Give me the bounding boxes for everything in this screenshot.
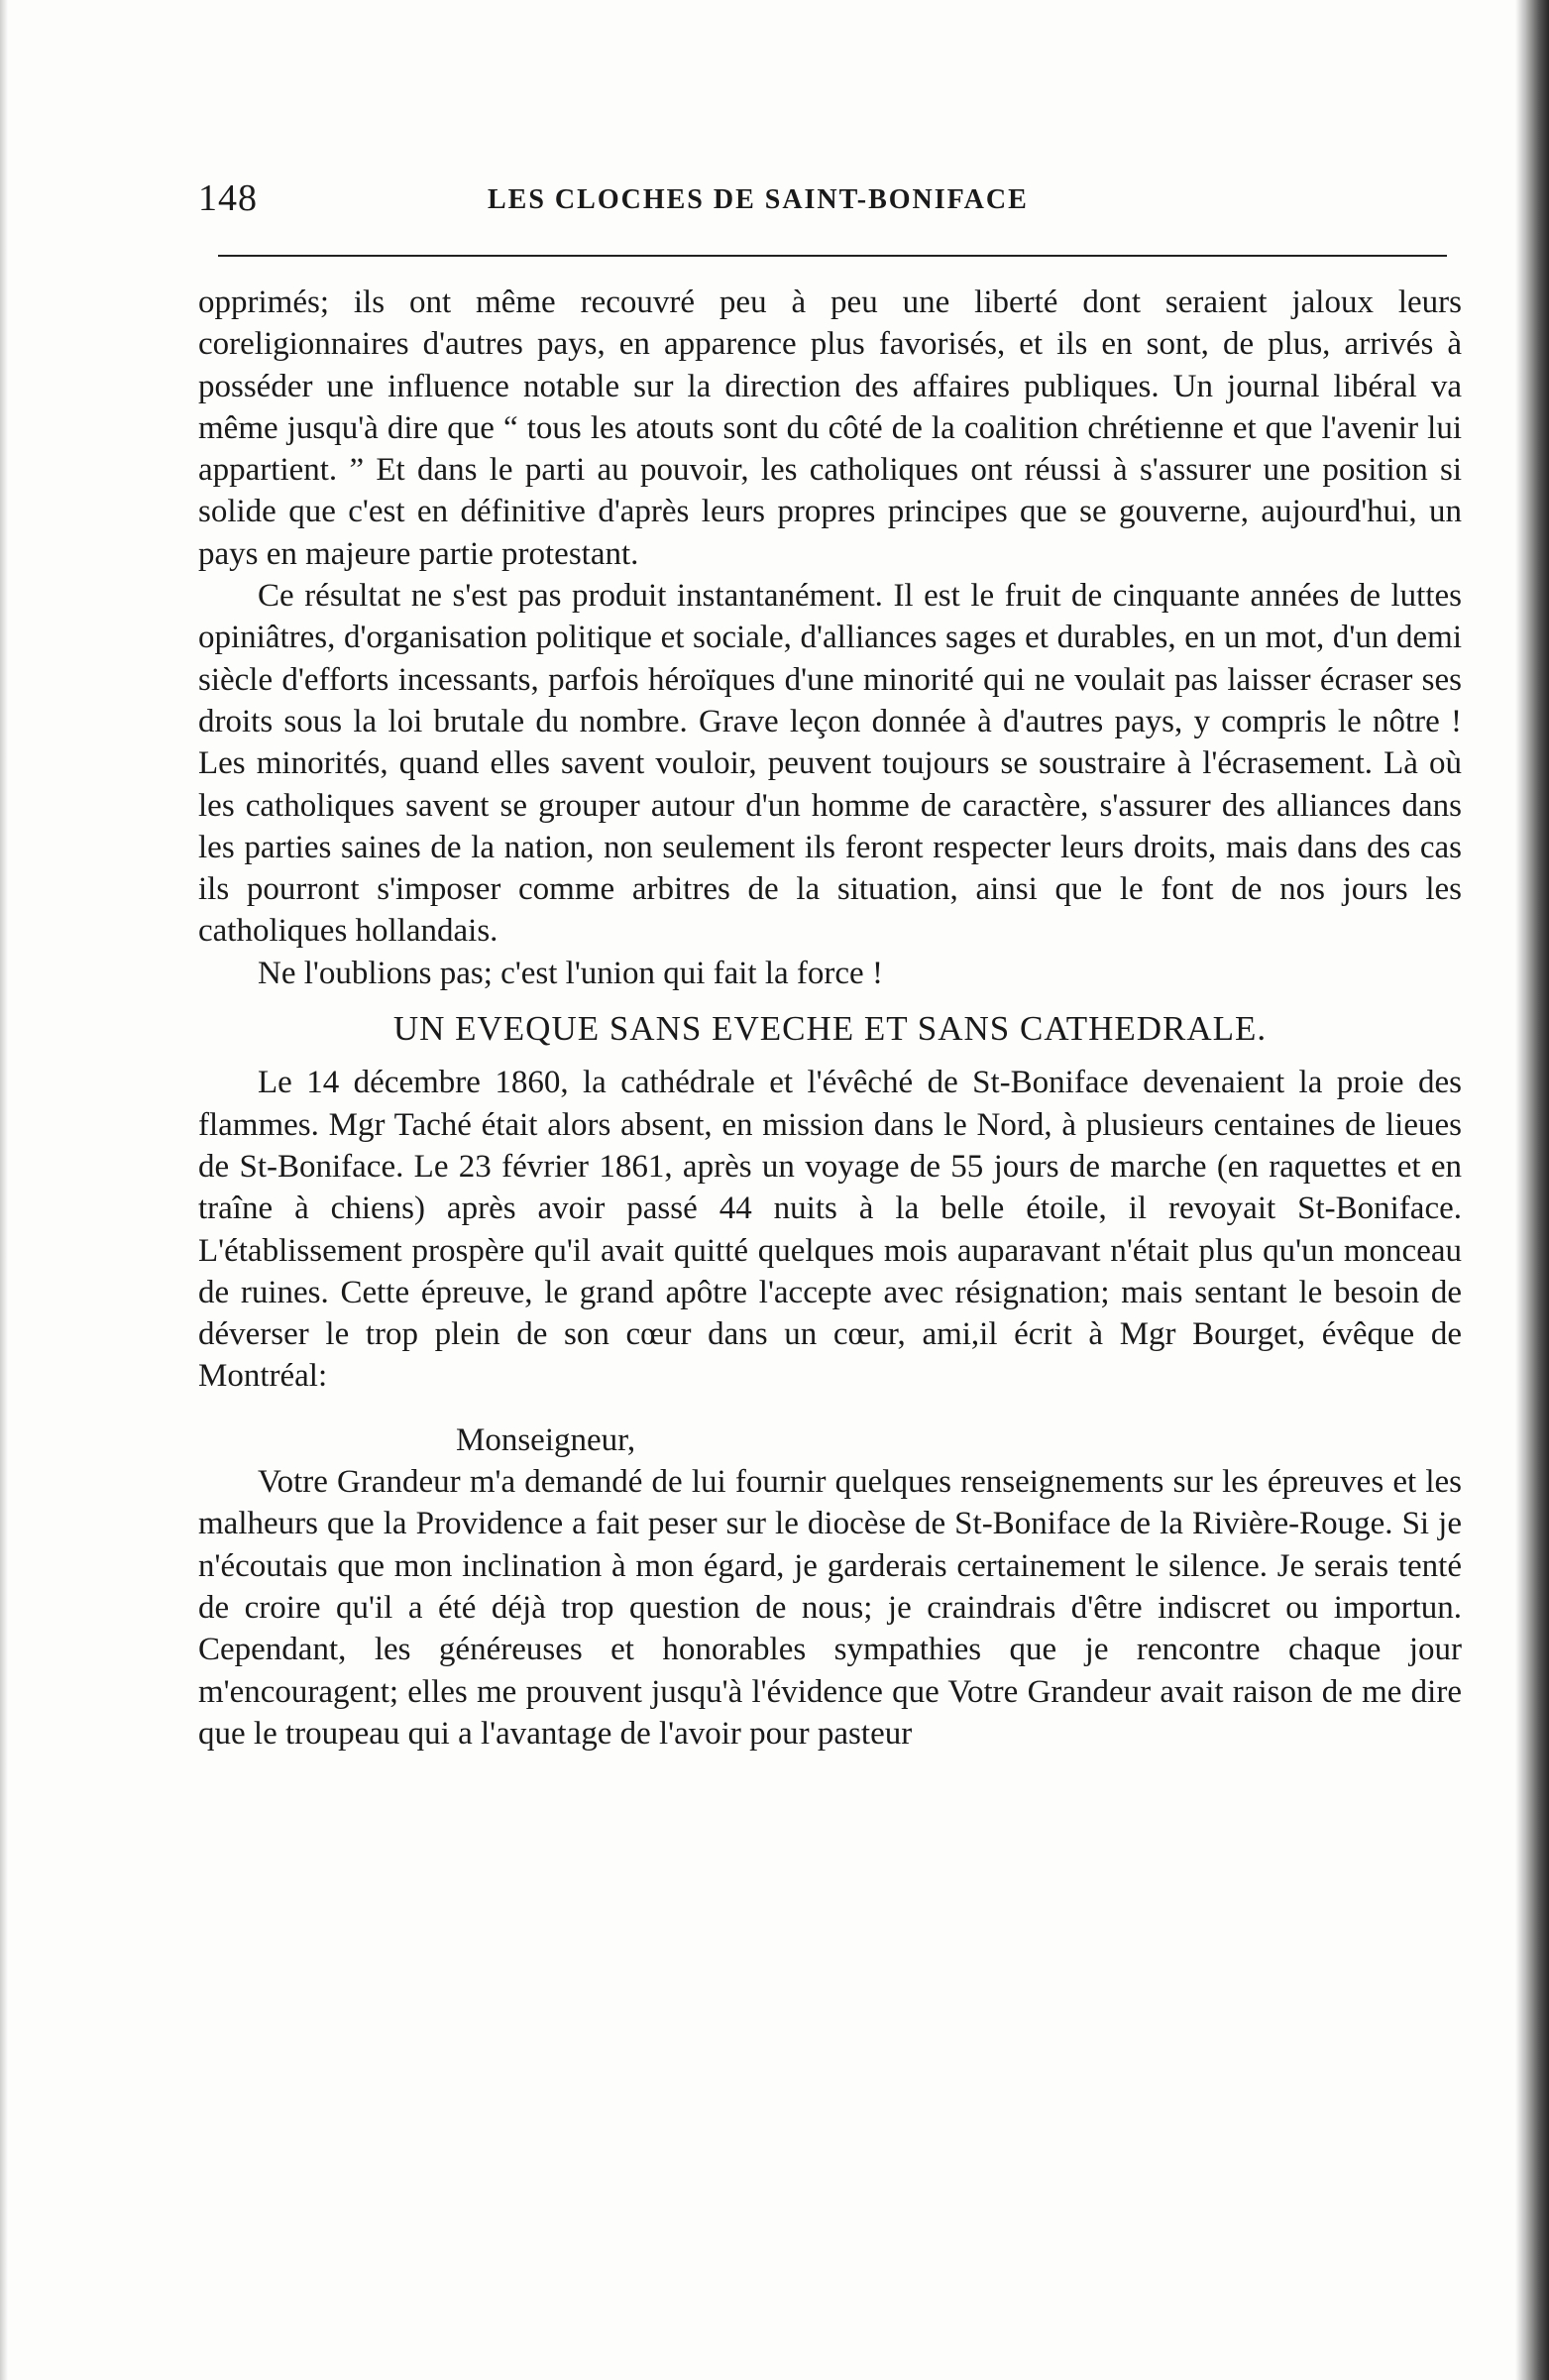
paragraph: opprimés; ils ont même recouvré peu à peu une liberté dont seraient jaloux leurs coreligionnaires d'autres pays, en apparence plus favorisés, et ils en sont, de plus, arrivés à posséder une influence notable sur la direction des affaires publiques. Un journal libéral va même jusqu'à dire que “ tous les atouts sont du côté de la coalition chrétienne et que l'avenir lui appartient. ” Et dans le parti au pouvoir, les catholiques ont réussi à s'assurer une position si solide que c'est en définitive d'après leurs propres principes que se gouverne, aujourd'hui, un pays en majeure partie protestant. xyxy=(198,284,1462,572)
paragraph: Ne l'oublions pas; c'est l'union qui fait la force ! xyxy=(258,955,883,991)
paragraph: Votre Grandeur m'a demandé de lui fournir quelques renseignements sur les épreuves et les malheurs que la Providence a fait peser sur le diocèse de St-Boniface de la Rivière-Rouge. Si je n'écoutais que mon inclination à mon égard, je garderais certainement le silence. Je serais tenté de croire qu'il a été déjà trop question de nous; je craindrais d'être indiscret ou importun. Cependant, les généreuses et honorables sympathies que je rencontre chaque jour m'encouragent; elles me prouvent jusqu'à l'évidence que Votre Grandeur avait raison de me dire que le troupeau qui a l'avantage de l'avoir pour pasteur xyxy=(198,1464,1462,1752)
page-number: 148 xyxy=(198,177,258,219)
section-title: UN EVEQUE SANS EVECHE ET SANS CATHEDRALE. xyxy=(392,1009,1268,1049)
scan-shadow-left xyxy=(0,0,8,2380)
paragraph: Ce résultat ne s'est pas produit instantanément. Il est le fruit de cinquante années de luttes opiniâtres, d'organisation politique et sociale, d'alliances sages et durables, en un mot, d'un demi siècle d'efforts incessants, parfois héroïques d'une minorité qui ne voulait pas laisser écraser ses droits sous la loi brutale du nombre. Grave leçon donnée à d'autres pays, y compris le nôtre ! Les minorités, quand elles savent vouloir, peuvent toujours se soustraire à l'écrasement. Là où les catholiques savent se grouper autour d'un homme de caractère, s'assurer des alliances dans les parties saines de la nation, non seulement ils feront respecter leurs droits, mais dans des cas ils pourront s'imposer comme arbitres de la situation, ainsi que le font de nos jours les catholiques hollandais. xyxy=(198,578,1462,950)
letter-salutation: Monseigneur, xyxy=(456,1421,636,1458)
running-head: LES CLOCHES DE SAINT-BONIFACE xyxy=(488,184,1029,215)
scan-shadow-right xyxy=(1515,0,1549,2380)
header-rule xyxy=(218,255,1447,257)
page-header xyxy=(198,176,1457,226)
paragraph: Le 14 décembre 1860, la cathédrale et l'évêché de St-Boniface devenaient la proie des flammes. Mgr Taché était alors absent, en mission dans le Nord, à plusieurs centaines de lieues de St-Boniface. Le 23 février 1861, après un voyage de 55 jours de marche (en raquettes et en traîne à chiens) après avoir passé 44 nuits à la belle étoile, il revoyait St-Boniface. L'établissement prospère qu'il avait quitté quelques mois auparavant n'était plus qu'un monceau de ruines. Cette épreuve, le grand apôtre l'accepte avec résignation; mais sentant le besoin de déverser le trop plein de son cœur dans un cœur, ami,il écrit à Mgr Bourget, évêque de Montréal: xyxy=(198,1065,1462,1395)
body-text xyxy=(198,282,1462,1755)
